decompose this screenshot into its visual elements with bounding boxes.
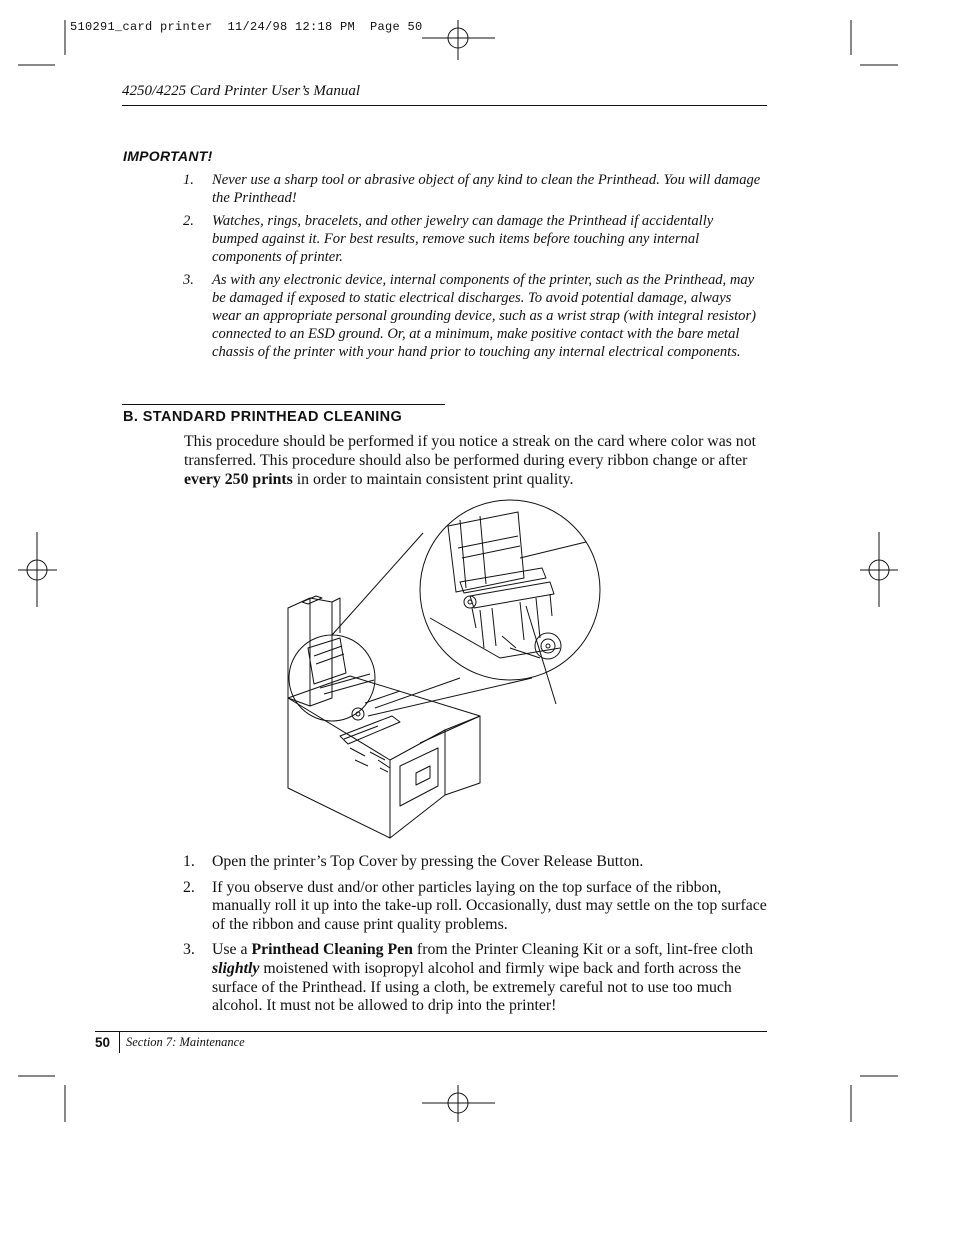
step-number: 3. bbox=[183, 941, 195, 959]
procedure-steps bbox=[183, 853, 768, 1023]
step-emphasis-italic: slightly bbox=[212, 959, 260, 977]
printer-slug-line: 510291_card printer 11/24/98 12:18 PM Page 50 bbox=[70, 20, 423, 34]
important-list bbox=[183, 171, 763, 366]
section-title: B. STANDARD PRINTHEAD CLEANING bbox=[123, 409, 403, 425]
step-number: 1. bbox=[183, 853, 195, 870]
important-label: IMPORTANT! bbox=[123, 148, 213, 164]
step-number: 2. bbox=[183, 878, 195, 896]
header-rule bbox=[122, 105, 767, 106]
item-text: Watches, rings, bracelets, and other jewelry can damage the Printhead if accidentally bumped against it. For best results, remove such items before touching any internal components of printer. bbox=[212, 213, 714, 265]
footer-rule bbox=[95, 1031, 767, 1032]
intro-emphasis: every 250 prints bbox=[184, 471, 293, 488]
section-intro bbox=[184, 432, 764, 489]
printer-illustration bbox=[280, 498, 620, 843]
item-number: 2. bbox=[183, 213, 194, 229]
item-text: Never use a sharp tool or abrasive object of any kind to clean the Printhead. You will damage the Printhead! bbox=[212, 172, 761, 206]
procedure-step bbox=[183, 941, 768, 1015]
important-item bbox=[183, 171, 763, 207]
intro-text: This procedure should be performed if you notice a streak on the card where color was not transferred. This procedure should also be performed during every ribbon change or after bbox=[184, 433, 756, 469]
procedure-step bbox=[183, 879, 768, 935]
footer-section: Section 7: Maintenance bbox=[126, 1035, 245, 1049]
procedure-step bbox=[183, 853, 768, 872]
step-text-end: moistened with isopropyl alcohol and firmly wipe back and forth across the surface of the Printhead. If using a cloth, be extremely careful not to use too much alcohol. It must not be allowed to drip into the printer! bbox=[212, 959, 742, 1015]
section-rule bbox=[122, 404, 445, 405]
page-number: 50 bbox=[95, 1035, 111, 1050]
step-text: Open the printer’s Top Cover by pressing the Cover Release Button. bbox=[212, 853, 644, 870]
important-item bbox=[183, 271, 763, 361]
step-text-start: Use a bbox=[212, 941, 252, 959]
step-text-middle: from the Printer Cleaning Kit or a soft, lint-free cloth bbox=[412, 941, 753, 959]
item-text: As with any electronic device, internal components of the printer, such as the Printhead, may be damaged if exposed to static electrical discharges. To avoid potential damage, always wear an appropriate personal grounding device, such as a wrist strap (with integral resistor) connected to an ESD ground. Or, at a minimum, make positive contact with the bare metal chassis of the printer with your hand prior to touching any internal electrical components. bbox=[212, 272, 757, 360]
running-head: 4250/4225 Card Printer User’s Manual bbox=[122, 83, 361, 99]
step-text: If you observe dust and/or other particles laying on the top surface of the ribbon, manually roll it up into the take-up roll. Occasionally, dust may settle on the top surface of the ribbon and cause print quality problems. bbox=[212, 878, 767, 933]
footer-divider bbox=[119, 1031, 120, 1053]
important-item bbox=[183, 212, 763, 266]
item-number: 3. bbox=[183, 272, 194, 288]
intro-text-end: in order to maintain consistent print quality. bbox=[292, 471, 574, 488]
step-emphasis: Printhead Cleaning Pen bbox=[251, 941, 413, 959]
item-number: 1. bbox=[183, 172, 194, 188]
